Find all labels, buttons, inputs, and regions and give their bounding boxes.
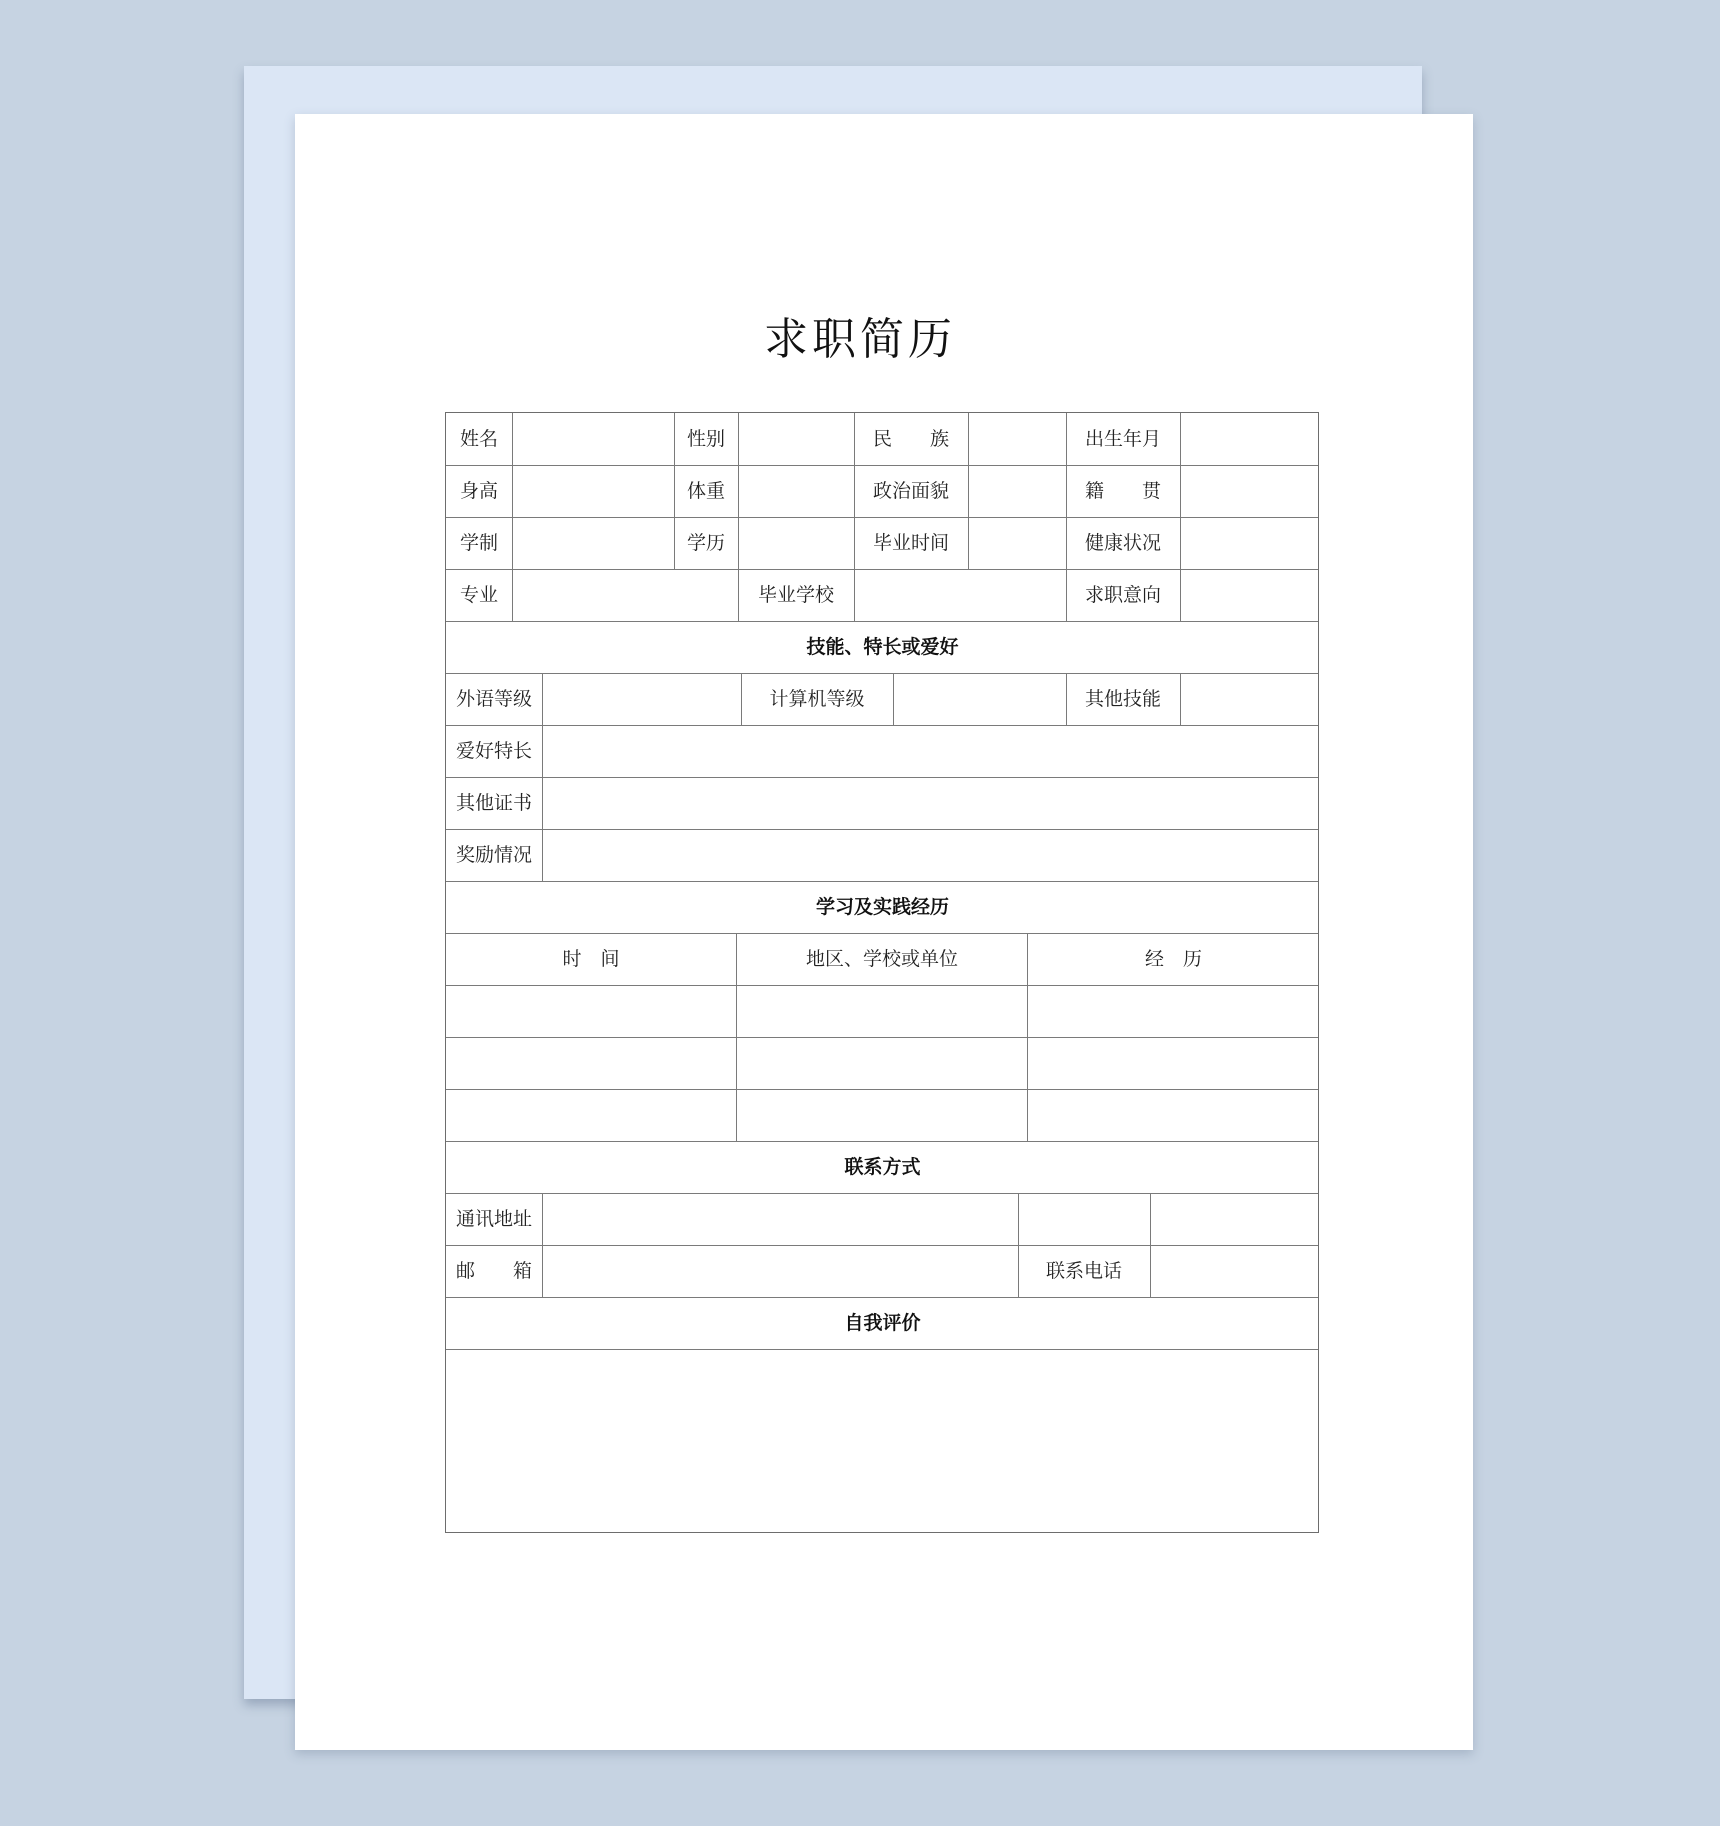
experience-time-cell[interactable]	[446, 985, 736, 1037]
birth-field[interactable]	[1181, 413, 1319, 465]
origin-field[interactable]	[1181, 465, 1319, 517]
certificates-field[interactable]	[543, 777, 1319, 829]
computer-field[interactable]	[894, 673, 1066, 725]
weight-label: 体重	[686, 480, 725, 502]
grad-time-label: 毕业时间	[872, 532, 949, 554]
experience-detail-cell[interactable]	[1028, 1037, 1319, 1089]
education-field[interactable]	[739, 517, 854, 569]
address-label: 通讯地址	[455, 1208, 532, 1230]
contact-heading: 联系方式	[844, 1156, 921, 1178]
col-experience-header: 经 历	[1144, 948, 1202, 970]
schooling-label: 学制	[459, 532, 498, 554]
experience-detail-cell[interactable]	[1028, 985, 1319, 1037]
computer-label: 计算机等级	[769, 688, 865, 710]
awards-field[interactable]	[543, 829, 1319, 881]
self-eval-field[interactable]	[446, 1350, 1319, 1532]
intention-field[interactable]	[1181, 569, 1319, 621]
major-field[interactable]	[513, 569, 738, 621]
health-field[interactable]	[1181, 517, 1319, 569]
page-title: 求职简历	[764, 314, 956, 365]
email-field[interactable]	[543, 1245, 1018, 1297]
political-field[interactable]	[969, 465, 1066, 517]
col-time-header: 时 间	[562, 948, 620, 970]
contact-extra-cell[interactable]	[1019, 1193, 1150, 1245]
email-label: 邮 箱	[455, 1260, 532, 1282]
health-label: 健康状况	[1084, 532, 1161, 554]
hobbies-field[interactable]	[543, 725, 1319, 777]
experience-time-cell[interactable]	[446, 1037, 736, 1089]
schooling-field[interactable]	[513, 517, 674, 569]
political-label: 政治面貌	[872, 480, 949, 502]
intention-label: 求职意向	[1084, 584, 1161, 606]
address-field[interactable]	[543, 1193, 1018, 1245]
name-label: 姓名	[459, 428, 498, 450]
gender-label: 性别	[686, 428, 725, 450]
height-label: 身高	[459, 480, 498, 502]
weight-field[interactable]	[739, 465, 854, 517]
skills-heading: 技能、特长或爱好	[806, 636, 959, 658]
hobbies-label: 爱好特长	[455, 740, 532, 762]
resume-form	[445, 412, 1319, 1533]
awards-label: 奖励情况	[455, 844, 532, 866]
language-field[interactable]	[543, 673, 741, 725]
experience-place-cell[interactable]	[737, 1089, 1027, 1141]
experience-place-cell[interactable]	[737, 985, 1027, 1037]
grad-time-field[interactable]	[969, 517, 1066, 569]
origin-label: 籍 贯	[1084, 480, 1161, 502]
experience-time-cell[interactable]	[446, 1089, 736, 1141]
gender-field[interactable]	[739, 413, 854, 465]
school-field[interactable]	[855, 569, 1066, 621]
experience-place-cell[interactable]	[737, 1037, 1027, 1089]
ethnicity-label: 民 族	[872, 428, 949, 450]
certificates-label: 其他证书	[455, 792, 532, 814]
experience-heading: 学习及实践经历	[815, 896, 949, 918]
name-field[interactable]	[513, 413, 674, 465]
education-label: 学历	[686, 532, 725, 554]
self-eval-heading: 自我评价	[844, 1312, 921, 1334]
phone-label: 联系电话	[1045, 1260, 1122, 1282]
birth-label: 出生年月	[1084, 428, 1161, 450]
major-label: 专业	[459, 584, 498, 606]
language-label: 外语等级	[455, 688, 532, 710]
experience-detail-cell[interactable]	[1028, 1089, 1319, 1141]
height-field[interactable]	[513, 465, 674, 517]
ethnicity-field[interactable]	[969, 413, 1066, 465]
school-label: 毕业学校	[757, 584, 834, 606]
contact-extra-field[interactable]	[1151, 1193, 1319, 1245]
col-place-header: 地区、学校或单位	[805, 948, 958, 970]
phone-field[interactable]	[1151, 1245, 1319, 1297]
other-skills-field[interactable]	[1181, 673, 1319, 725]
other-skills-label: 其他技能	[1084, 688, 1161, 710]
